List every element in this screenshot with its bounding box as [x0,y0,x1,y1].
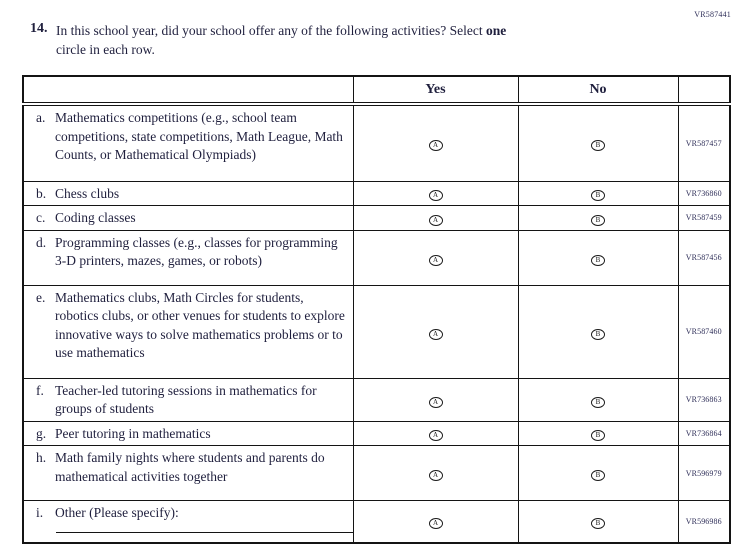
row-letter: f. [36,382,44,398]
row-label: Peer tutoring in mathematics [55,425,211,441]
question-bold-word: one [485,23,507,38]
row-label: Teacher-led tutoring sessions in mathematics for groups of students [55,382,317,416]
column-header-yes: Yes [353,76,518,104]
other-specify-line[interactable] [56,532,353,533]
row-label-cell [23,230,353,285]
no-cell [518,285,678,378]
no-cell [518,181,678,206]
row-letter: h. [36,450,47,465]
question-text-line2: circle in each row. [56,42,155,57]
row-letter: e. [36,289,46,305]
yes-bubble[interactable]: A [429,255,443,266]
table-row [23,446,730,501]
yes-bubble[interactable]: A [429,470,443,481]
row-vr-code: VR587457 [678,104,730,181]
yes-cell [353,446,518,501]
row-label-cell [23,181,353,206]
row-label-cell [23,421,353,446]
table-row [23,230,730,285]
no-cell [518,501,678,543]
row-letter: c. [36,210,46,225]
column-header-no: No [518,76,678,104]
row-label: Chess clubs [55,185,120,201]
row-vr-code: VR587456 [678,230,730,285]
row-vr-code: VR736863 [678,378,730,421]
table-row [23,378,730,421]
row-vr-code: VR587459 [678,206,730,231]
row-label-cell [23,378,353,421]
row-label-cell [23,446,353,501]
yes-cell [353,181,518,206]
row-vr-code: VR596979 [678,446,730,501]
row-label: Mathematics competitions (e.g., school team competitions, state competitions, Math League, Math Counts, or Mathematical Olympiads) [55,110,343,162]
no-bubble[interactable]: B [591,430,605,441]
row-label: Coding classes [55,210,136,225]
row-label-cell [23,104,353,181]
row-letter: a. [36,110,46,125]
row-vr-code: VR587460 [678,285,730,378]
no-cell [518,230,678,285]
table-row [23,206,730,231]
no-bubble[interactable]: B [591,215,605,226]
question-number: 14. [30,21,48,36]
table-row [23,501,730,543]
row-letter: i. [36,505,44,520]
yes-cell [353,501,518,543]
question-vr-code: VR587441 [694,10,731,19]
row-label-cell [23,501,353,543]
yes-bubble[interactable]: A [429,215,443,226]
row-label: Math family nights where students and parents do mathematical activities together [55,450,325,484]
yes-cell [353,206,518,231]
no-bubble[interactable]: B [591,140,605,151]
table-row [23,285,730,378]
row-label: Mathematics clubs, Math Circles for students, robotics clubs, or other venues for students to explore innovative ways to solve mathematics problems or to use mathematics [55,289,345,360]
row-label: Programming classes (e.g., classes for programming 3-D printers, mazes, games, or robots) [55,234,338,268]
row-vr-code: VR736860 [678,181,730,206]
no-bubble[interactable]: B [591,190,605,201]
no-cell [518,421,678,446]
table-row [23,104,730,181]
row-letter: b. [36,185,47,201]
header-empty-cell [23,76,353,104]
row-letter: g. [36,425,47,441]
yes-bubble[interactable]: A [429,329,443,340]
row-vr-code: VR596986 [678,501,730,543]
yes-cell [353,285,518,378]
question-text [56,21,506,59]
question-text-line1: In this school year, did your school offer any of the following activities? Select [56,23,486,38]
yes-cell [353,104,518,181]
no-bubble[interactable]: B [591,255,605,266]
no-cell [518,206,678,231]
yes-cell [353,378,518,421]
yes-bubble[interactable]: A [429,140,443,151]
row-letter: d. [36,234,47,250]
no-bubble[interactable]: B [591,518,605,529]
activities-table [22,75,731,544]
no-cell [518,104,678,181]
row-label: Other (Please specify): [55,505,179,520]
yes-bubble[interactable]: A [429,430,443,441]
row-label-cell [23,285,353,378]
yes-bubble[interactable]: A [429,518,443,529]
yes-cell [353,230,518,285]
table-row [23,421,730,446]
no-bubble[interactable]: B [591,397,605,408]
header-code-cell [678,76,730,104]
question-block [30,21,690,59]
table-row [23,181,730,206]
yes-bubble[interactable]: A [429,190,443,201]
table-header-row [23,76,730,104]
row-vr-code: VR736864 [678,421,730,446]
no-bubble[interactable]: B [591,470,605,481]
row-label-cell [23,206,353,231]
yes-bubble[interactable]: A [429,397,443,408]
no-cell [518,446,678,501]
no-bubble[interactable]: B [591,329,605,340]
yes-cell [353,421,518,446]
no-cell [518,378,678,421]
